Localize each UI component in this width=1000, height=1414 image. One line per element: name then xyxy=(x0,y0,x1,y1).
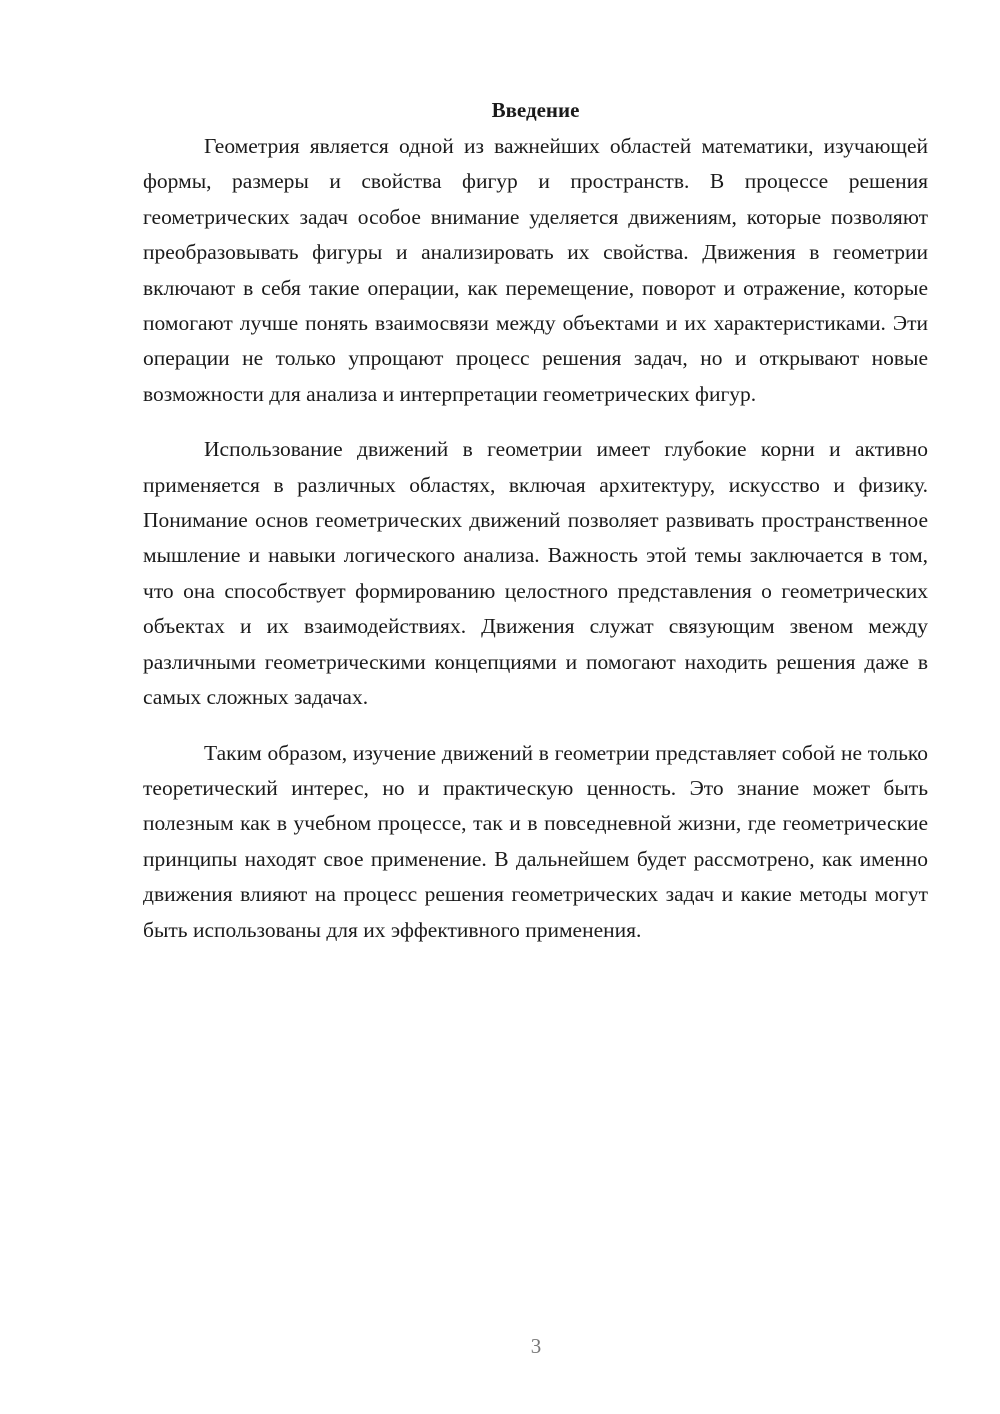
section-title: Введение xyxy=(491,98,580,122)
paragraph-1: Геометрия является одной из важнейших областей математики, изучающей формы, размеры и свойства фигур и пространств. В процессе решения геометрических задач особое внимание уделяется движениям, которые позволяют преобразовывать фигуры и анализировать их свойства. Движения в геометрии включают в себя такие операции, как перемещение, поворот и отражение, которые помогают лучше понять взаимосвязи между объектами и их характеристиками. Эти операции не только упрощают процесс решения задач, но и открывают новые возможности для анализа и интерпретации геометрических фигур. xyxy=(143,134,928,406)
page-content xyxy=(143,92,928,948)
paragraph-3: Таким образом, изучение движений в геометрии представляет собой не только теоретический интерес, но и практическую ценность. Это знание может быть полезным как в учебном процессе, так и в повседневной жизни, где геометрические принципы находят свое применение. В дальнейшем будет рассмотрено, как именно движения влияют на процесс решения геометрических задач и какие методы могут быть использованы для их эффективного применения. xyxy=(143,740,928,942)
paragraph-2: Использование движений в геометрии имеет глубокие корни и активно применяется в различных областях, включая архитектуру, искусство и физику. Понимание основ геометрических движений позволяет развивать пространственное мышление и навыки логического анализа. Важность этой темы заключается в том, что она способствует формированию целостного представления о геометрических объектах и их взаимодействиях. Движения служат связующим звеном между различными геометрическими концепциями и помогают находить решения даже в самых сложных задачах. xyxy=(143,437,928,710)
page-number: 3 xyxy=(530,1334,542,1358)
